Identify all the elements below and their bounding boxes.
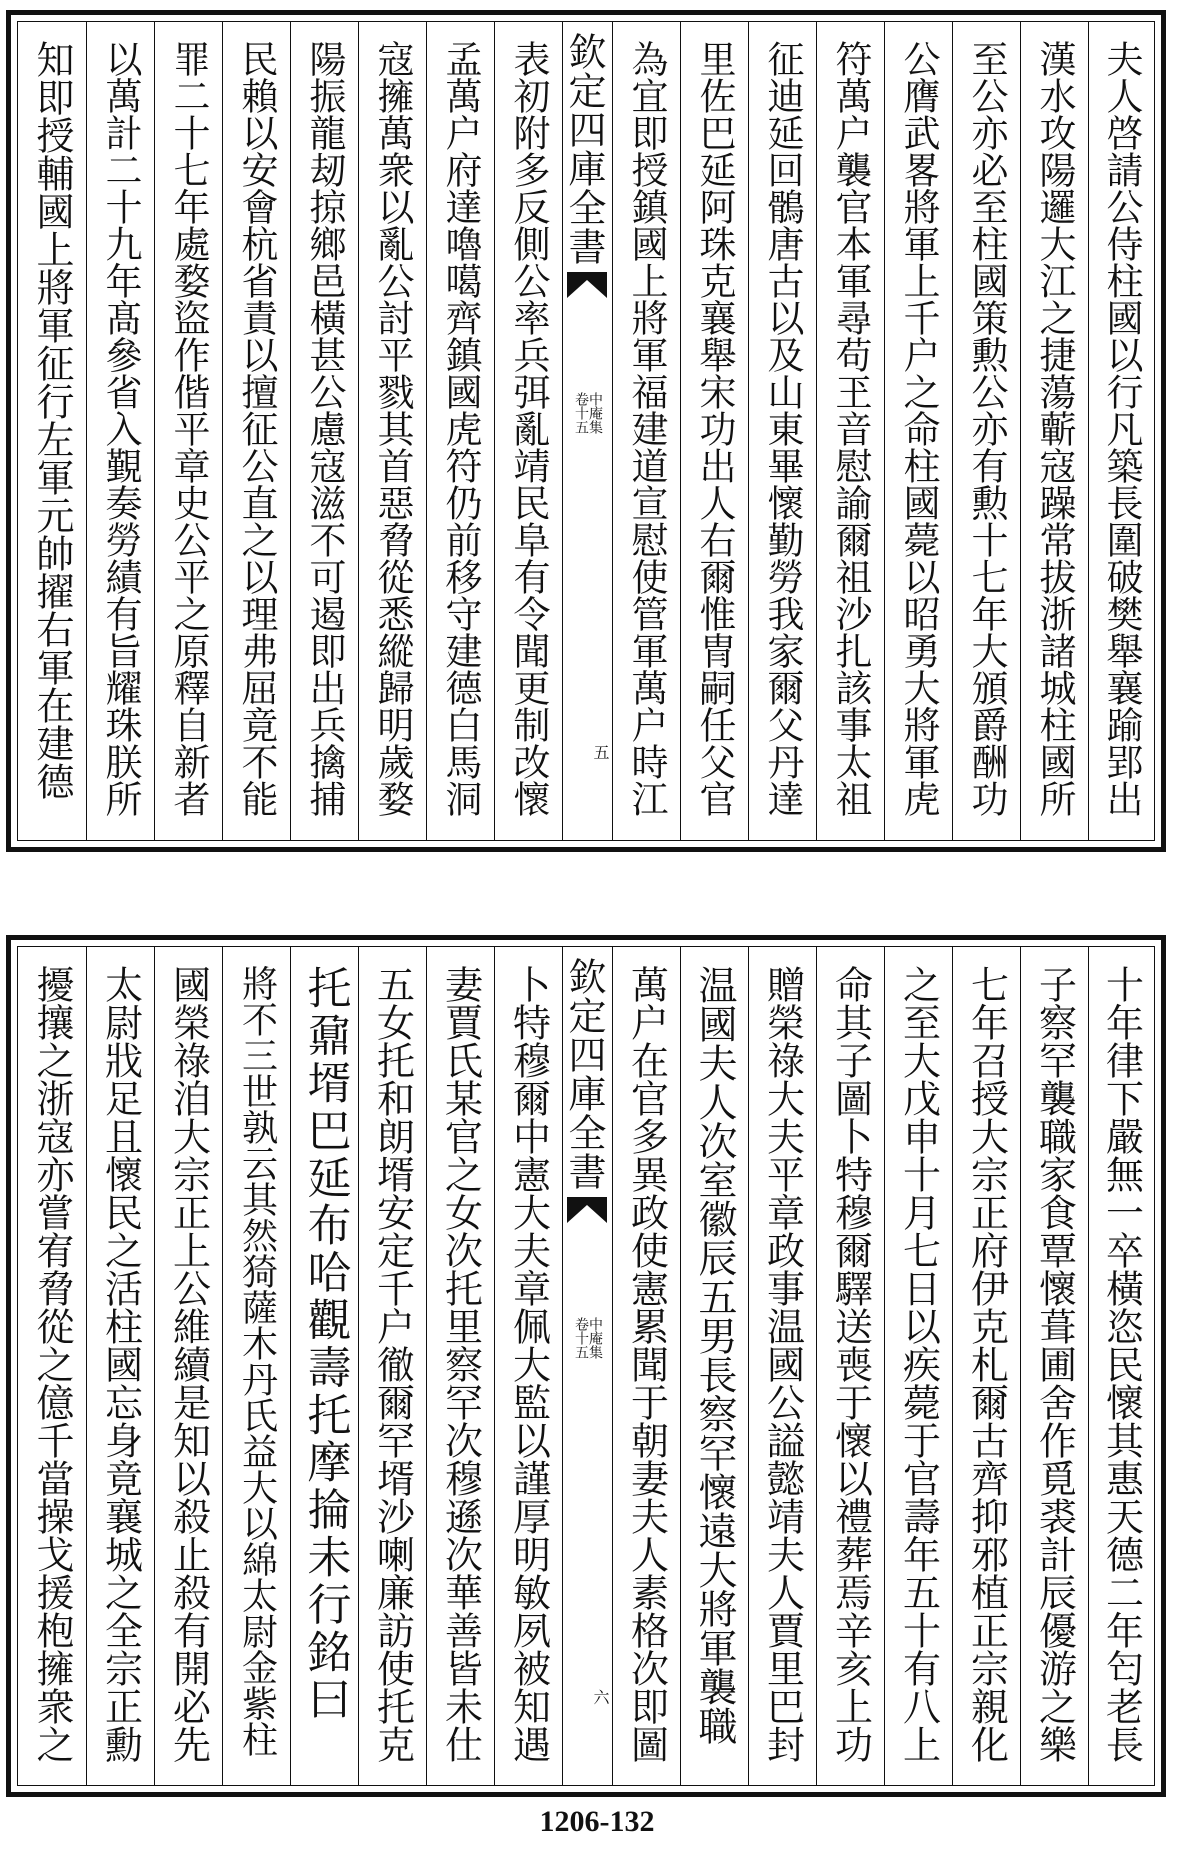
text-column xyxy=(748,22,816,840)
text-column xyxy=(612,22,680,840)
text-column xyxy=(1088,947,1154,1785)
page-number: 1206-132 xyxy=(539,1805,655,1838)
text-column xyxy=(884,22,952,840)
text-column xyxy=(816,947,884,1785)
column-text: 將不三世孰云其然猗薩木丹氏益大以綿太尉金紫柱 xyxy=(236,965,278,1757)
column-text: 里佐巴延阿珠克襄舉宋功出人右爾惟冑嗣任父官 xyxy=(693,40,736,817)
text-column xyxy=(1020,22,1088,840)
bottom-page-columns xyxy=(18,947,1154,1785)
column-text: 子察罕襲職家食覃懷葺圃舍作覓裘計辰優游之樂 xyxy=(1032,965,1077,1763)
column-text: 七年召授大宗正府伊克札爾古齊抑邪植正宗親化 xyxy=(964,965,1009,1763)
column-text: 擾攘之浙寇亦嘗宥脅從之億千當操戈援枹擁衆之 xyxy=(30,965,74,1763)
text-column xyxy=(290,947,358,1785)
column-text: 五女托和朗壻安定千户徹爾罕壻沙喇廉訪使托克 xyxy=(370,965,415,1763)
column-text: 妻賈氏某官之女次托里察罕次穆遜次華善皆未仕 xyxy=(438,965,483,1763)
gutter-leaf-number: 六 xyxy=(591,1689,610,1705)
column-text: 十年律下嚴無一卒橫恣民懷其惠天德二年匄老長 xyxy=(1099,965,1144,1763)
text-column xyxy=(1088,22,1154,840)
text-column xyxy=(290,22,358,840)
column-text: 符萬户襲官本軍尋苟玊音慰諭爾祖沙扎該事太祖 xyxy=(829,40,872,817)
column-text: 公膺武畧將軍上千户之命柱國薨以昭勇大將軍虎 xyxy=(897,40,940,817)
text-column xyxy=(494,22,562,840)
bottom-page xyxy=(6,935,1166,1797)
column-text: 至公亦必至柱國策勲公亦有勲十七年大頒爵酬功 xyxy=(965,40,1008,817)
column-text: 温國夫人次室徽辰五男長察罕懷遠大將軍襲職 xyxy=(692,965,737,1745)
column-text: 罪二十七年處婺盜作偕平章史公平之原釋自新者 xyxy=(167,40,210,817)
fishtail-mark-icon xyxy=(567,1197,607,1225)
gutter-book-name: 中庵集 xyxy=(587,1317,603,1359)
column-text: 表初附多反側公率兵弭亂靖民阜有令聞更制改懷 xyxy=(507,40,550,817)
column-text: 托鼐壻巴延布哈觀壽托摩掄未行銘曰 xyxy=(299,965,351,1724)
gutter-title: 欽定四庫全書 xyxy=(562,32,606,266)
text-column xyxy=(86,947,154,1785)
text-column xyxy=(748,947,816,1785)
text-column xyxy=(154,947,222,1785)
column-text: 知即授輔國上將軍征行左軍元帥擢右軍在建德 xyxy=(30,40,74,800)
column-text: 太尉戕足且懷民之活柱國忘身竟襄城之全宗正勳 xyxy=(98,965,143,1763)
column-text: 漢水攻陽邏大江之捷蕩蘄寇躁常拔浙諸城柱國所 xyxy=(1033,40,1076,817)
text-column xyxy=(1020,947,1088,1785)
text-column xyxy=(358,947,426,1785)
column-text: 之至大戊申十月七日以疾薨于官壽年五十有八上 xyxy=(896,965,941,1763)
top-page-frame xyxy=(17,21,1155,841)
gutter-leaf-number: 五 xyxy=(591,744,610,760)
gutter-title: 欽定四庫全書 xyxy=(562,957,606,1191)
gutter-juan-number: 卷十五 xyxy=(573,392,589,434)
column-text: 國榮祿洎大宗正上公維續是知以殺止殺有開必先 xyxy=(166,965,211,1763)
text-column xyxy=(680,22,748,840)
column-text: 征迪延回鶻唐古以及山東畢懷勤勞我家爾父丹達 xyxy=(761,40,804,817)
text-column xyxy=(494,947,562,1785)
text-column xyxy=(952,947,1020,1785)
column-text: 為宜即授鎮國上將軍福建道宣慰使管軍萬户時江 xyxy=(625,40,668,817)
column-text: 以萬計二十九年髙參省入覲奏勞績有旨耀珠朕所 xyxy=(99,40,142,817)
text-column xyxy=(426,947,494,1785)
fishtail-mark-icon xyxy=(567,272,607,300)
text-column xyxy=(884,947,952,1785)
text-column xyxy=(816,22,884,840)
column-text: 孟萬户府達嚕噶齊鎮國虎符仍前移守建德白馬洞 xyxy=(439,40,482,817)
column-text: 萬户在官多異政使憲累聞于朝妻夫人素格次即圖 xyxy=(624,965,669,1763)
column-text: 卜特穆爾中憲大夫章佩大監以謹厚明敏夙被知遇 xyxy=(506,965,551,1763)
column-text: 民賴以安會杭省責以擅征公直之以理弗屈竟不能 xyxy=(235,40,278,817)
text-column xyxy=(358,22,426,840)
text-column xyxy=(426,22,494,840)
gutter-juan-number: 卷十五 xyxy=(573,1317,589,1359)
text-column xyxy=(154,22,222,840)
text-column xyxy=(612,947,680,1785)
text-column xyxy=(952,22,1020,840)
text-column xyxy=(18,22,86,840)
top-page-columns xyxy=(18,22,1154,840)
column-text: 夫人啓請公侍柱國以行凡築長圍破樊舉襄踰郢出 xyxy=(1100,40,1143,817)
text-column xyxy=(86,22,154,840)
text-column xyxy=(680,947,748,1785)
bottom-page-frame xyxy=(17,946,1155,1786)
text-column xyxy=(18,947,86,1785)
gutter-book-name: 中庵集 xyxy=(587,392,603,434)
column-text: 寇擁萬衆以亂公討平戮其首惡脅從悉縱歸明歲婺 xyxy=(371,40,414,817)
center-gutter xyxy=(562,947,612,1785)
text-column xyxy=(222,947,290,1785)
center-gutter xyxy=(562,22,612,840)
text-column xyxy=(222,22,290,840)
column-text: 陽振龍刼掠鄉邑橫甚公慮寇滋不可遏即出兵擒捕 xyxy=(303,40,346,817)
top-page xyxy=(6,10,1166,852)
column-text: 命其子圖卜特穆爾驛送喪于懷以禮葬焉辛亥上功 xyxy=(828,965,873,1763)
column-text: 贈榮祿大夫平章政事温國公謚懿靖夫人賈里巴封 xyxy=(760,965,805,1763)
